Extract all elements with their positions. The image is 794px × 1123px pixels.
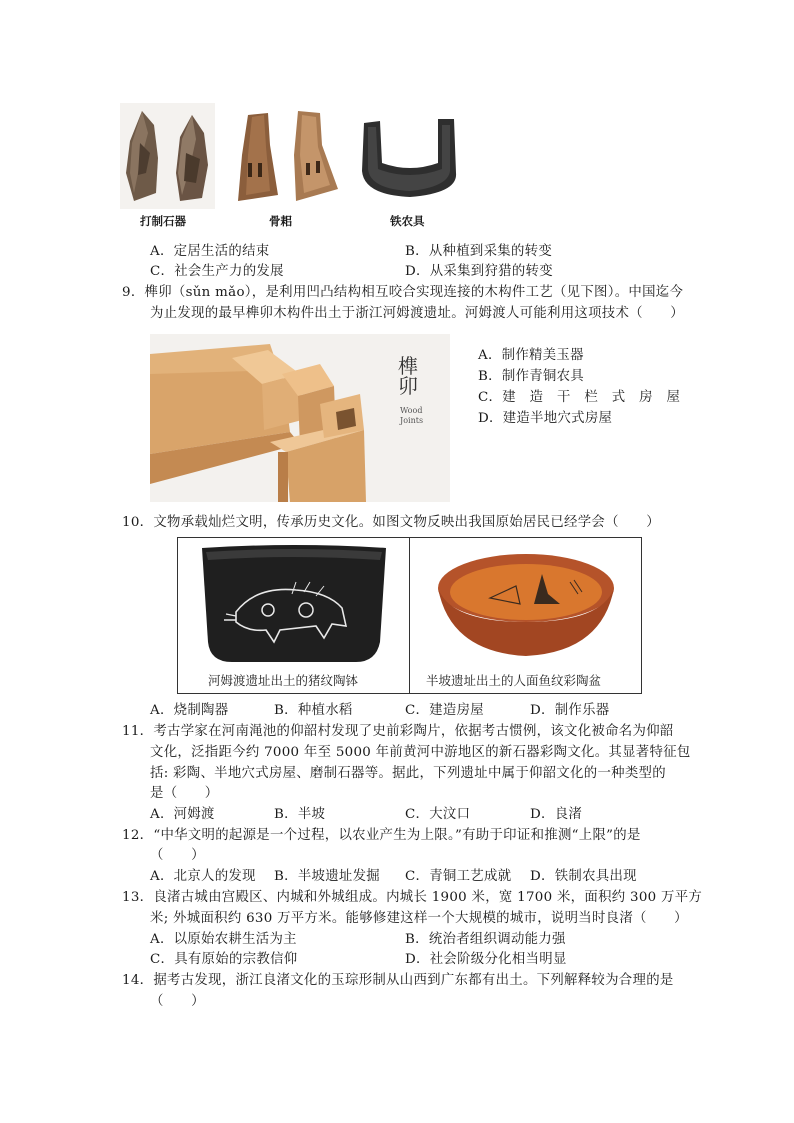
q10-artifact-table — [177, 537, 642, 694]
q8-tools-panel — [118, 101, 470, 233]
bone-spade-caption: 骨耜 — [269, 214, 292, 228]
q9-option-d: D．建造半地穴式房屋 — [478, 411, 613, 426]
image-title: 榫卯 — [398, 354, 418, 398]
q10-option-b: B．种植水稻 — [274, 703, 353, 718]
q8-option-d: D．从采集到狩猎的转变 — [405, 264, 553, 279]
q13-stem-line2: 米; 外城面积约 630 万平方米。能够修建这样一个大规模的城市，说明当时良渚（ ） — [150, 911, 688, 926]
q11-option-a: A．河姆渡 — [150, 807, 215, 822]
q9-stem-line1: 9．榫卯（sǔn mǎo），是利用凹凸结构相互咬合实现连接的木构件工艺（见下图）。中国迄今 — [122, 285, 684, 300]
q9-option-c: C．建 造 干 栏 式 房 屋 — [478, 390, 681, 405]
q10-stem: 10．文物承载灿烂文明，传承历史文化。如图文物反映出我国原始居民已经学会（ ） — [122, 515, 660, 530]
q13-option-d: D．社会阶级分化相当明显 — [405, 952, 567, 967]
fish-basin-cell — [410, 538, 641, 693]
q8-option-b: B．从种植到采集的转变 — [405, 244, 553, 259]
q12-stem-line2: （ ） — [150, 848, 205, 863]
iron-tool-caption: 铁农具 — [390, 214, 425, 228]
q13-option-a: A．以原始农耕生活为主 — [150, 932, 297, 947]
q9-option-b: B．制作青铜农具 — [478, 369, 584, 384]
pig-bowl-caption: 河姆渡遗址出土的猪纹陶钵 — [208, 673, 359, 688]
q12-option-d: D．铁制农具出现 — [530, 869, 637, 884]
q11-stem-line4: 是（ ） — [150, 786, 219, 801]
q9-option-a: A．制作精美玉器 — [478, 348, 584, 363]
q11-option-b: B．半坡 — [274, 807, 326, 822]
pig-bowl-image — [196, 542, 392, 666]
q8-option-c: C．社会生产力的发展 — [150, 264, 284, 279]
q13-option-c: C．具有原始的宗教信仰 — [150, 952, 298, 967]
image-sub1: Wood — [400, 406, 423, 415]
q12-option-b: B．半坡遗址发掘 — [274, 869, 380, 884]
stone-tool-caption: 打制石器 — [140, 214, 186, 228]
image-sub2: Joints — [400, 416, 424, 425]
pig-bowl-cell — [178, 538, 410, 693]
stone-tool-image — [120, 103, 215, 209]
q12-option-c: C．青铜工艺成就 — [405, 869, 512, 884]
q13-stem-line1: 13．良渚古城由宫殿区、内城和外城组成。内城长 1900 米，宽 1700 米，面积约 300 万平方 — [122, 890, 703, 905]
q10-option-a: A．烧制陶器 — [150, 703, 229, 718]
mortise-tenon-image — [150, 334, 450, 502]
fish-basin-image — [430, 542, 622, 666]
q11-stem-line1: 11．考古学家在河南渑池的仰韶村发现了史前彩陶片，依据考古惯例，该文化被命名为仰韶 — [122, 724, 674, 739]
q14-stem-line1: 14．据考古发现，浙江良渚文化的玉琮形制从山西到广东都有出土。下列解释较为合理的是 — [122, 973, 674, 988]
q11-option-c: C．大汶口 — [405, 807, 471, 822]
q10-option-d: D．制作乐器 — [530, 703, 610, 718]
q13-option-b: B．统治者组织调动能力强 — [405, 932, 566, 947]
q10-option-c: C．建造房屋 — [405, 703, 484, 718]
iron-tool-image — [358, 113, 462, 203]
q8-option-a: A．定居生活的结束 — [150, 244, 270, 259]
q12-stem-line1: 12．“中华文明的起源是一个过程，以农业产生为上限。”有助于印证和推测“上限”的是 — [122, 828, 641, 843]
fish-basin-caption: 半坡遗址出土的人面鱼纹彩陶盆 — [426, 673, 602, 688]
bone-spade-image — [234, 105, 342, 209]
q11-option-d: D．良渚 — [530, 807, 583, 822]
q12-option-a: A．北京人的发现 — [150, 869, 256, 884]
q9-stem-line2: 为止发现的最早榫卯木构件出土于浙江河姆渡遗址。河姆渡人可能利用这项技术（ ） — [150, 306, 684, 321]
q11-stem-line2: 文化，泛指距今约 7000 年至 5000 年前黄河中游地区的新石器彩陶文化。其显著特征包 — [150, 745, 691, 760]
q11-stem-line3: 括: 彩陶、半地穴式房屋、磨制石器等。据此，下列遗址中属于仰韶文化的一种类型的 — [150, 766, 666, 781]
q14-stem-line2: （ ） — [150, 994, 205, 1009]
